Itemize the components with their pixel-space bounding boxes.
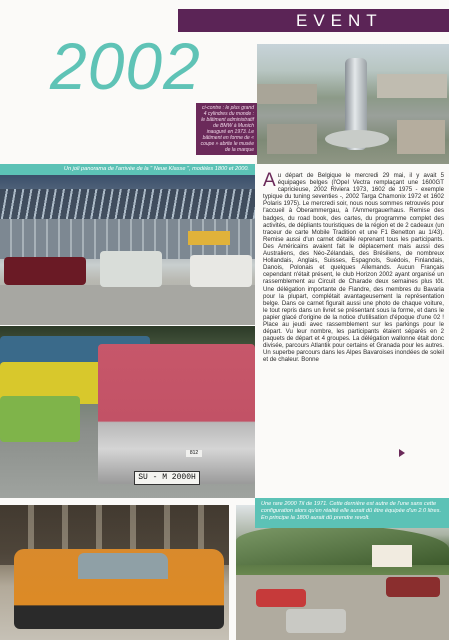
- caption-aerial: ci-contre : le plus grand 4 cylindres du monde : le bâtiment administratif de BMW à Munich inauguré en 1973. Le bâtiment en forme de « coupe » abrite le musée de la marque: [196, 103, 257, 155]
- car-silver-parked: [286, 609, 346, 633]
- rally-plate: 812: [186, 450, 202, 457]
- orange-car-photo: [0, 505, 229, 640]
- car-white-right: [190, 255, 252, 287]
- continue-arrow-icon: [399, 449, 405, 457]
- car-red: [4, 257, 86, 285]
- aerial-photo-bmw-headquarters: [257, 44, 449, 164]
- article-body: [263, 172, 444, 468]
- museum-bowl: [325, 130, 389, 148]
- car-white-front: [100, 251, 162, 287]
- caption-bottom: Une rare 2000 TiI de 1971. Cette dernière est autre de l'une sans cette configuration alors qu'en réalité elle aurait dû être équipée d'un 2.0 litres. En principe la 1800 aurait dû prendre revolt.: [255, 498, 449, 528]
- cars-photo: [0, 326, 255, 498]
- pavilion-sign: [188, 231, 230, 245]
- caption-pavilion: Un joli panorama de l'arrivée de la " Neue Klasse ", modèles 1800 et 2000.: [0, 164, 255, 175]
- chalet: [372, 545, 412, 567]
- article-text: u départ de Belgique le mercredi 29 mai, il y avait 5 équipages belges (l'Opel Vectra remplaçant une 1600GT capricieuse, 2002 Riviera 1973, 1602 de 1975 - exemple typique du tuning seventies -, 2002 Targa Chamonix 1972 et 1602 Polaris 1975). Le mercredi soir, nous nous sommes retrouvés pour l'accueil à Oberammergau, à l'Ammergauerhaus. Remise des badges, du road book, des cartes, du programme complet des activités, de dépliants touristiques de la région et de 2 cadeaux (un traceur de carte Mobile Tradition et une F1 Benetton au 1/43). Remise aussi d'un carnet détaillé reprenant tous les participants. Des Américains avaient fait le déplacement mais aussi des Australiens, des Néo-Zélandais, des Brésiliens, de nombreux Hollandais, Anglais, Suisses, Espagnols, Suédois, Finlandais, Danois, Polonais et quelques Allemands. Aucun Français cependant n'était présent, le club Horizon 2002 ayant organisé un rassemblement au Circuit de Charade deux semaines plus tôt. Une délégation importante de Flandre, des membres du Bavaria pour la plupart, complétait avantageusement la représentation belge. Dans ce carnet figurait aussi une photo de chaque voiture, le tout repris dans un livret se présentant sous la forme, et dans le papier glacé d'origine de la notice d'utilisation d'époque d'une 02 ! Place au jeudi avec rassemblement sur les parkings pour le départ. Vu leur nombre, les participants étaient séparés en 2 paquets de départ et 4 groupes. La délégation wallonne était donc divisée, parcours Atlantik pour certains et Granada pour les autres. Un superbe parcours dans les Alpes Bavaroises inondées de soleil et de chaleur. Bonne: [263, 172, 444, 364]
- license-plate: SU - M 2000H: [134, 471, 200, 485]
- dropcap: A: [263, 170, 276, 191]
- ground: [0, 285, 255, 325]
- pavilion-photo: [0, 175, 255, 325]
- mountain: [236, 525, 449, 565]
- page-title-year: 2002: [50, 29, 201, 103]
- car-green: [0, 396, 80, 442]
- car-darkred-parked: [386, 577, 440, 597]
- car-red-front: [98, 344, 255, 484]
- pavilion-roof: [0, 189, 255, 219]
- section-title: EVENT: [296, 11, 383, 30]
- car-windows: [78, 553, 168, 579]
- car-red-parked: [256, 589, 306, 607]
